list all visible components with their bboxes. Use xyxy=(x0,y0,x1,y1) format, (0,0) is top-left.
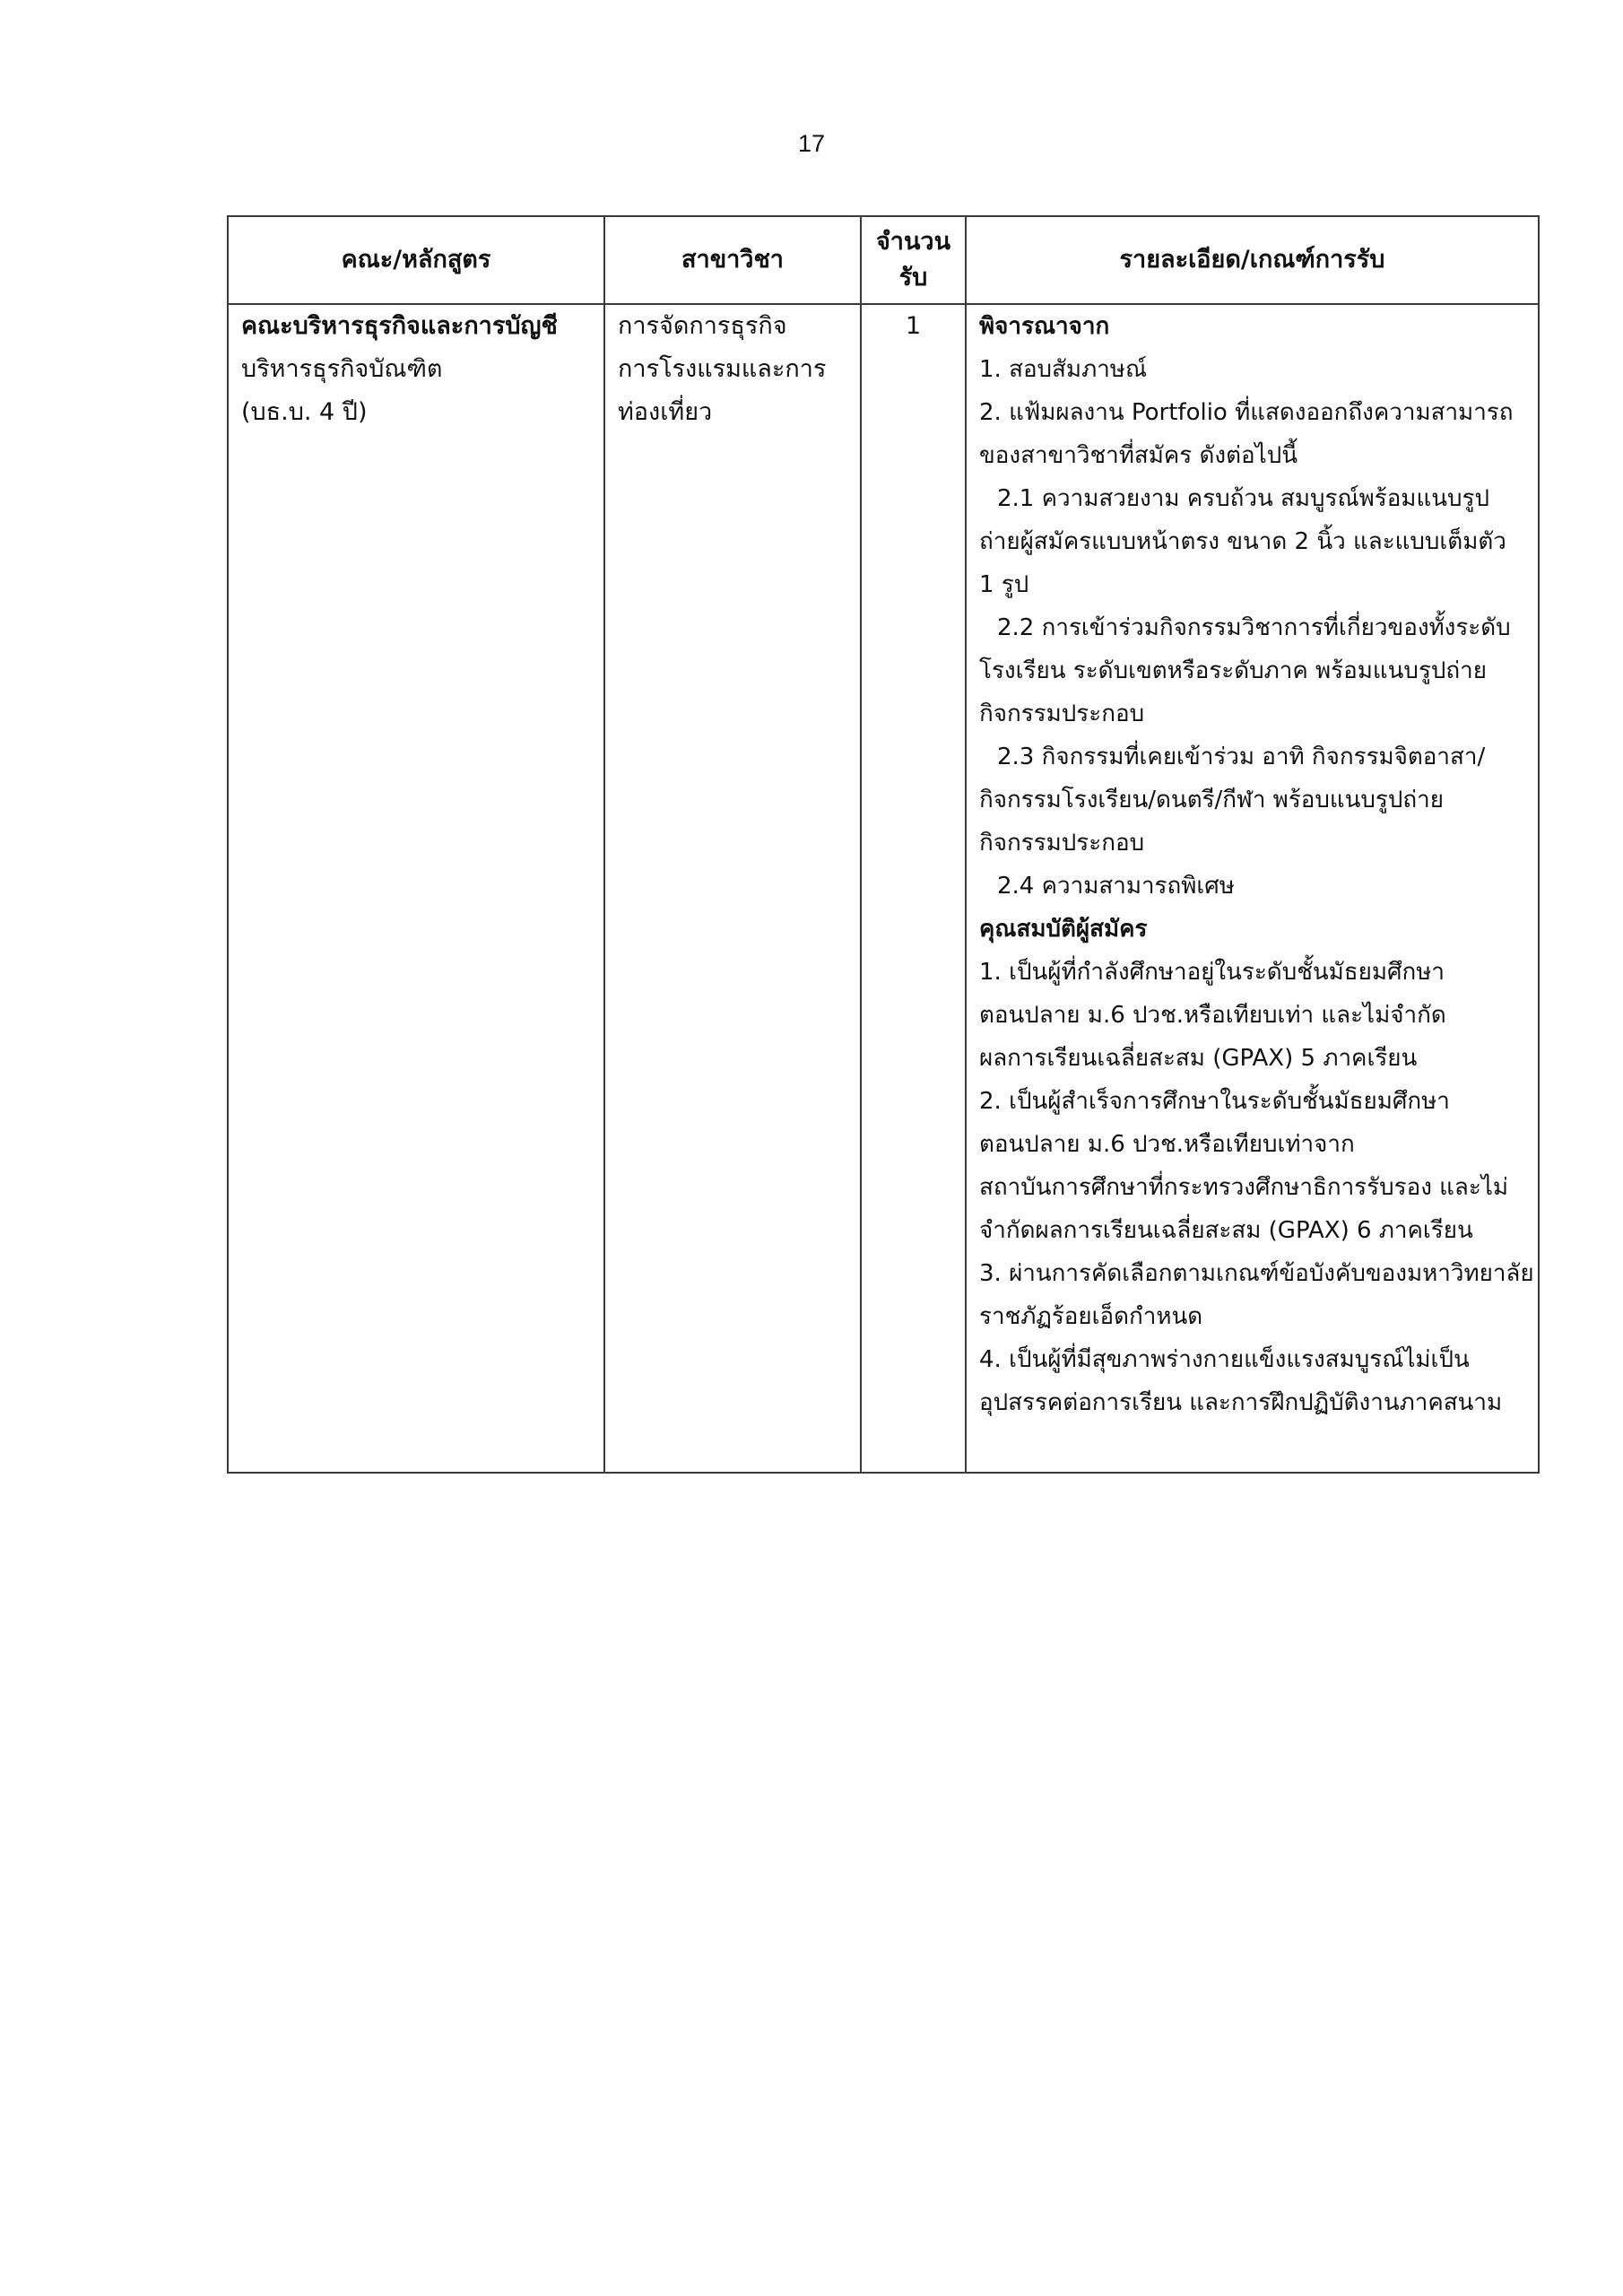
major-cell xyxy=(604,304,861,1473)
table-row xyxy=(228,304,1539,1473)
qualification-item: ตอนปลาย ม.6 ปวช.หรือเทียบเท่าจาก xyxy=(979,1131,1355,1158)
criterion-subitem: กิจกรรมโรงเรียน/ดนตรี/กีฬา พร้อบแนบรูปถ่าย xyxy=(979,787,1444,813)
major-line: ท่องเที่ยว xyxy=(618,398,713,426)
qualification-item: สถาบันการศึกษาที่กระทรวงศึกษาธิการรับรอง และไม่ xyxy=(979,1174,1509,1201)
consider-heading: พิจารณาจาก xyxy=(979,313,1110,340)
qualification-item: 2. เป็นผู้สำเร็จการศึกษาในระดับชั้นมัธยมศึกษา xyxy=(979,1088,1450,1115)
qualification-item: ราชภัฏร้อยเอ็ดกำหนด xyxy=(979,1303,1203,1330)
qualification-item: 3. ผ่านการคัดเลือกตามเกณฑ์ข้อบังคับของมหาวิทยาลัย xyxy=(979,1260,1534,1287)
major-line: การจัดการธุรกิจ xyxy=(618,312,787,340)
criterion-subitem: กิจกรรมประกอบ xyxy=(979,700,1145,727)
qualification-item: อุปสรรคต่อการเรียน และการฝึกปฏิบัติงานภาคสนาม xyxy=(979,1389,1503,1416)
count-cell xyxy=(861,304,966,1473)
criterion-item: 2. แฟ้มผลงาน Portfolio ที่แสดงออกถึงความสามารถ xyxy=(979,399,1514,426)
qualification-item: 4. เป็นผู้ที่มีสุขภาพร่างกายแข็งแรงสมบูรณ์ไม่เป็น xyxy=(979,1346,1470,1373)
qualification-item: 1. เป็นผู้ที่กำลังศึกษาอยู่ในระดับชั้นมัธยมศึกษา xyxy=(979,959,1445,986)
page-number: 17 xyxy=(797,130,826,157)
qualification-item: ผลการเรียนเฉลี่ยสะสม (GPAX) 5 ภาคเรียน xyxy=(979,1045,1418,1072)
qualification-item: จำกัดผลการเรียนเฉลี่ยสะสม (GPAX) 6 ภาคเรียน xyxy=(979,1217,1473,1244)
faculty-cell xyxy=(228,304,604,1473)
criterion-item: ของสาขาวิชาที่สมัคร ดังต่อไปนี้ xyxy=(979,442,1298,469)
criterion-subitem: 1 รูป xyxy=(979,571,1029,598)
program-name: บริหารธุรกิจบัณฑิต xyxy=(241,355,443,383)
header-faculty: คณะ/หลักสูตร xyxy=(228,216,604,304)
header-count-line1: จำนวน xyxy=(875,228,951,256)
header-count xyxy=(861,216,966,304)
header-count-line2: รับ xyxy=(898,264,928,291)
header-major: สาขาวิชา xyxy=(604,216,861,304)
qualification-item: ตอนปลาย ม.6 ปวช.หรือเทียบเท่า และไม่จำกัด xyxy=(979,1002,1446,1029)
criterion-subitem: 2.3 กิจกรรมที่เคยเข้าร่วม อาทิ กิจกรรมจิตอาสา/ xyxy=(997,744,1486,770)
admission-count: 1 xyxy=(905,312,922,340)
qualification-heading: คุณสมบัติผู้สมัคร xyxy=(979,916,1148,943)
criterion-subitem: กิจกรรมประกอบ xyxy=(979,830,1145,857)
criterion-subitem: 2.4 ความสามารถพิเศษ xyxy=(997,873,1235,900)
criterion-subitem: 2.1 ความสวยงาม ครบถ้วน สมบูรณ์พร้อมแนบรูป xyxy=(997,485,1489,512)
major-line: การโรงแรมและการ xyxy=(618,355,827,383)
criterion-subitem: โรงเรียน ระดับเขตหรือระดับภาค พร้อมแนบรูปถ่าย xyxy=(979,657,1487,684)
criterion-subitem: 2.2 การเข้าร่วมกิจกรรมวิชาการที่เกี่ยวของทั้งระดับ xyxy=(997,614,1511,641)
admission-criteria-table xyxy=(227,215,1540,1474)
table-header-row xyxy=(228,216,1539,304)
criterion-item: 1. สอบสัมภาษณ์ xyxy=(979,356,1148,383)
header-detail: รายละเอียด/เกณฑ์การรับ xyxy=(966,216,1539,304)
detail-cell xyxy=(966,304,1539,1473)
program-duration: (บธ.บ. 4 ปี) xyxy=(241,398,368,426)
criterion-subitem: ถ่ายผู้สมัครแบบหน้าตรง ขนาด 2 นิ้ว และแบบเต็มตัว xyxy=(979,528,1506,555)
faculty-name: คณะบริหารธุรกิจและการบัญชี xyxy=(241,312,558,340)
